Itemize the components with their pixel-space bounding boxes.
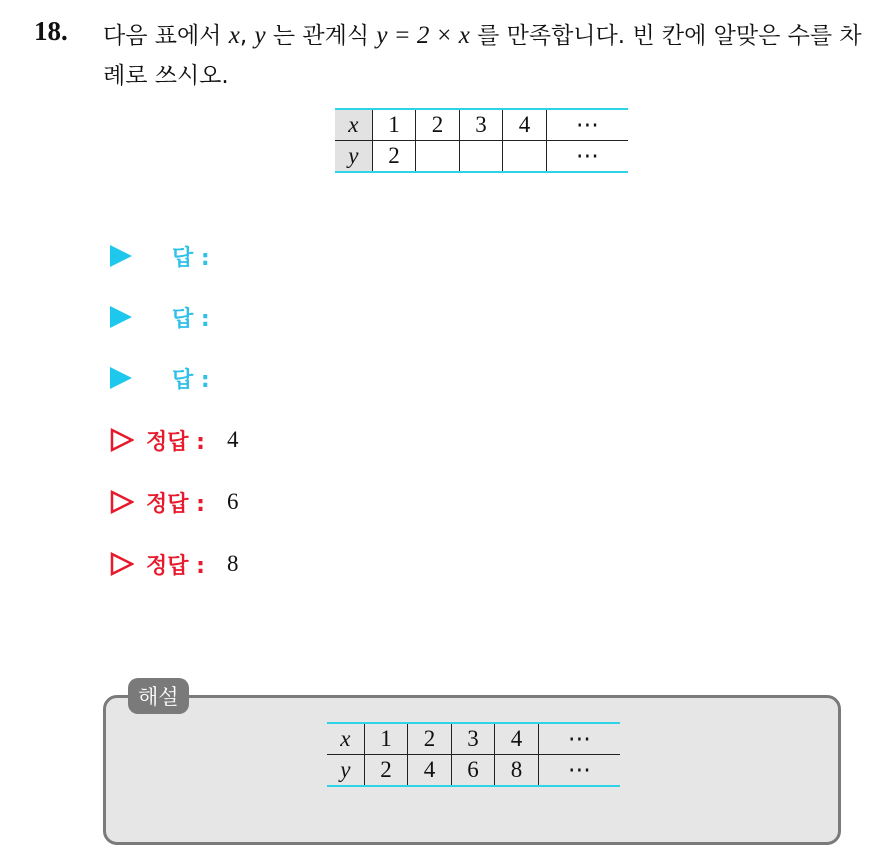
correct-answer-line [110,487,238,517]
table-cell: 8 [495,755,538,787]
table-cell: x [327,723,364,755]
triangle-outline-icon [110,428,134,452]
table-row-y [327,755,620,787]
problem-table [335,108,628,173]
question-text-part1: 다음 표에서 [103,23,229,49]
table-cell: 1 [364,723,407,755]
question-comma: , [239,23,255,49]
correct-answer-label: 정답 : [146,491,205,517]
blank-cell[interactable] [503,141,546,173]
correct-answer-value: 8 [226,551,239,576]
blank-cell[interactable] [416,141,459,173]
explanation-tab: 해설 [128,678,189,714]
table-cell: y [335,141,372,173]
answer-label: 답 : [172,367,210,393]
correct-answer-label: 정답 : [146,553,205,579]
explanation-table [327,722,620,787]
table-cell: ⋯ [546,109,628,141]
table-row-x [327,723,620,755]
table-cell: 4 [495,723,538,755]
correct-answer-value: 4 [226,427,239,452]
question-text-part3: 를 만족합니다. 빈 칸에 알맞은 수를 차례로 쓰시오. [103,23,862,89]
triangle-filled-icon [110,367,132,389]
triangle-filled-icon [110,245,132,267]
table-cell: 3 [451,723,494,755]
triangle-outline-icon [110,490,134,514]
table-cell: 2 [364,755,407,787]
table-cell: 6 [451,755,494,787]
table-cell: ⋯ [538,755,620,787]
table-cell: 2 [416,109,459,141]
correct-answer-value: 6 [226,489,239,514]
variable-y: y [254,22,266,49]
table-cell: 2 [372,141,415,173]
table-cell: x [335,109,372,141]
table-cell: 4 [503,109,546,141]
answer-line[interactable] [110,302,210,332]
question-text [103,16,863,96]
correct-answer-label: 정답 : [146,429,205,455]
table-cell: ⋯ [546,141,628,173]
formula: y = 2 × x [376,22,470,49]
table-cell: 4 [408,755,451,787]
table-cell: 3 [459,109,502,141]
correct-answer-line [110,425,238,455]
question-number: 18. [34,16,68,46]
answer-line[interactable] [110,241,210,271]
answer-label: 답 : [172,245,210,271]
table-cell: y [327,755,364,787]
blank-cell[interactable] [459,141,502,173]
variable-x: x [228,22,240,49]
table-cell: 2 [408,723,451,755]
triangle-filled-icon [110,306,132,328]
table-row-x [335,109,628,141]
answer-line[interactable] [110,363,210,393]
question-text-part2: 는 관계식 [265,23,377,49]
table-cell: ⋯ [538,723,620,755]
table-row-y [335,141,628,173]
triangle-outline-icon [110,552,134,576]
table-cell: 1 [372,109,415,141]
answer-label: 답 : [172,306,210,332]
correct-answer-line [110,549,238,579]
